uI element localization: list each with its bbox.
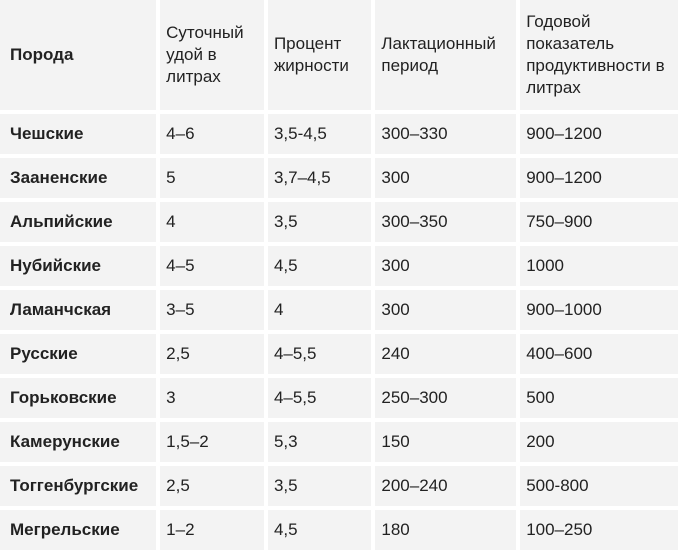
- breed-name: Камерунские: [0, 422, 156, 462]
- daily-yield-cell: 5: [160, 158, 264, 198]
- annual-productivity-cell: 400–600: [520, 334, 678, 374]
- annual-productivity-cell: 900–1200: [520, 158, 678, 198]
- table-row: [0, 510, 678, 550]
- fat-percent-cell: 4–5,5: [268, 378, 371, 418]
- table-row: [0, 290, 678, 330]
- daily-yield-cell: 3–5: [160, 290, 264, 330]
- breed-name: Тоггенбургские: [0, 466, 156, 506]
- header-fat-percent: Процент жирности: [268, 0, 371, 110]
- lactation-period-cell: 300: [375, 290, 516, 330]
- header-breed: Порода: [0, 0, 156, 110]
- daily-yield-cell: 1–2: [160, 510, 264, 550]
- breed-name: Чешские: [0, 114, 156, 154]
- table-row: [0, 202, 678, 242]
- lactation-period-cell: 200–240: [375, 466, 516, 506]
- header-daily-yield: Суточный удой в литрах: [160, 0, 264, 110]
- fat-percent-cell: 3,5-4,5: [268, 114, 371, 154]
- annual-productivity-cell: 100–250: [520, 510, 678, 550]
- breed-name: Ламанчская: [0, 290, 156, 330]
- fat-percent-cell: 4: [268, 290, 371, 330]
- breed-name: Мегрельские: [0, 510, 156, 550]
- table-row: [0, 422, 678, 462]
- lactation-period-cell: 300–330: [375, 114, 516, 154]
- header-lactation-period: Лактационный период: [375, 0, 516, 110]
- table-row: [0, 114, 678, 154]
- table-row: [0, 378, 678, 418]
- breed-name: Русские: [0, 334, 156, 374]
- fat-percent-cell: 3,7–4,5: [268, 158, 371, 198]
- annual-productivity-cell: 750–900: [520, 202, 678, 242]
- table-row: [0, 246, 678, 286]
- lactation-period-cell: 150: [375, 422, 516, 462]
- annual-productivity-cell: 200: [520, 422, 678, 462]
- daily-yield-cell: 4–6: [160, 114, 264, 154]
- fat-percent-cell: 4,5: [268, 246, 371, 286]
- annual-productivity-cell: 1000: [520, 246, 678, 286]
- daily-yield-cell: 2,5: [160, 334, 264, 374]
- lactation-period-cell: 300: [375, 246, 516, 286]
- table-row: [0, 466, 678, 506]
- lactation-period-cell: 240: [375, 334, 516, 374]
- lactation-period-cell: 250–300: [375, 378, 516, 418]
- fat-percent-cell: 3,5: [268, 466, 371, 506]
- fat-percent-cell: 4–5,5: [268, 334, 371, 374]
- daily-yield-cell: 4: [160, 202, 264, 242]
- header-annual-productivity: Годовой показатель продуктивности в литрах: [520, 0, 678, 110]
- annual-productivity-cell: 500-800: [520, 466, 678, 506]
- annual-productivity-cell: 900–1000: [520, 290, 678, 330]
- table-row: [0, 334, 678, 374]
- daily-yield-cell: 2,5: [160, 466, 264, 506]
- lactation-period-cell: 300: [375, 158, 516, 198]
- lactation-period-cell: 300–350: [375, 202, 516, 242]
- annual-productivity-cell: 900–1200: [520, 114, 678, 154]
- fat-percent-cell: 3,5: [268, 202, 371, 242]
- daily-yield-cell: 4–5: [160, 246, 264, 286]
- breed-name: Зааненские: [0, 158, 156, 198]
- daily-yield-cell: 3: [160, 378, 264, 418]
- fat-percent-cell: 5,3: [268, 422, 371, 462]
- header-row: [0, 0, 678, 110]
- table-row: [0, 158, 678, 198]
- fat-percent-cell: 4,5: [268, 510, 371, 550]
- lactation-period-cell: 180: [375, 510, 516, 550]
- daily-yield-cell: 1,5–2: [160, 422, 264, 462]
- breed-name: Горьковские: [0, 378, 156, 418]
- annual-productivity-cell: 500: [520, 378, 678, 418]
- breed-name: Нубийские: [0, 246, 156, 286]
- breed-name: Альпийские: [0, 202, 156, 242]
